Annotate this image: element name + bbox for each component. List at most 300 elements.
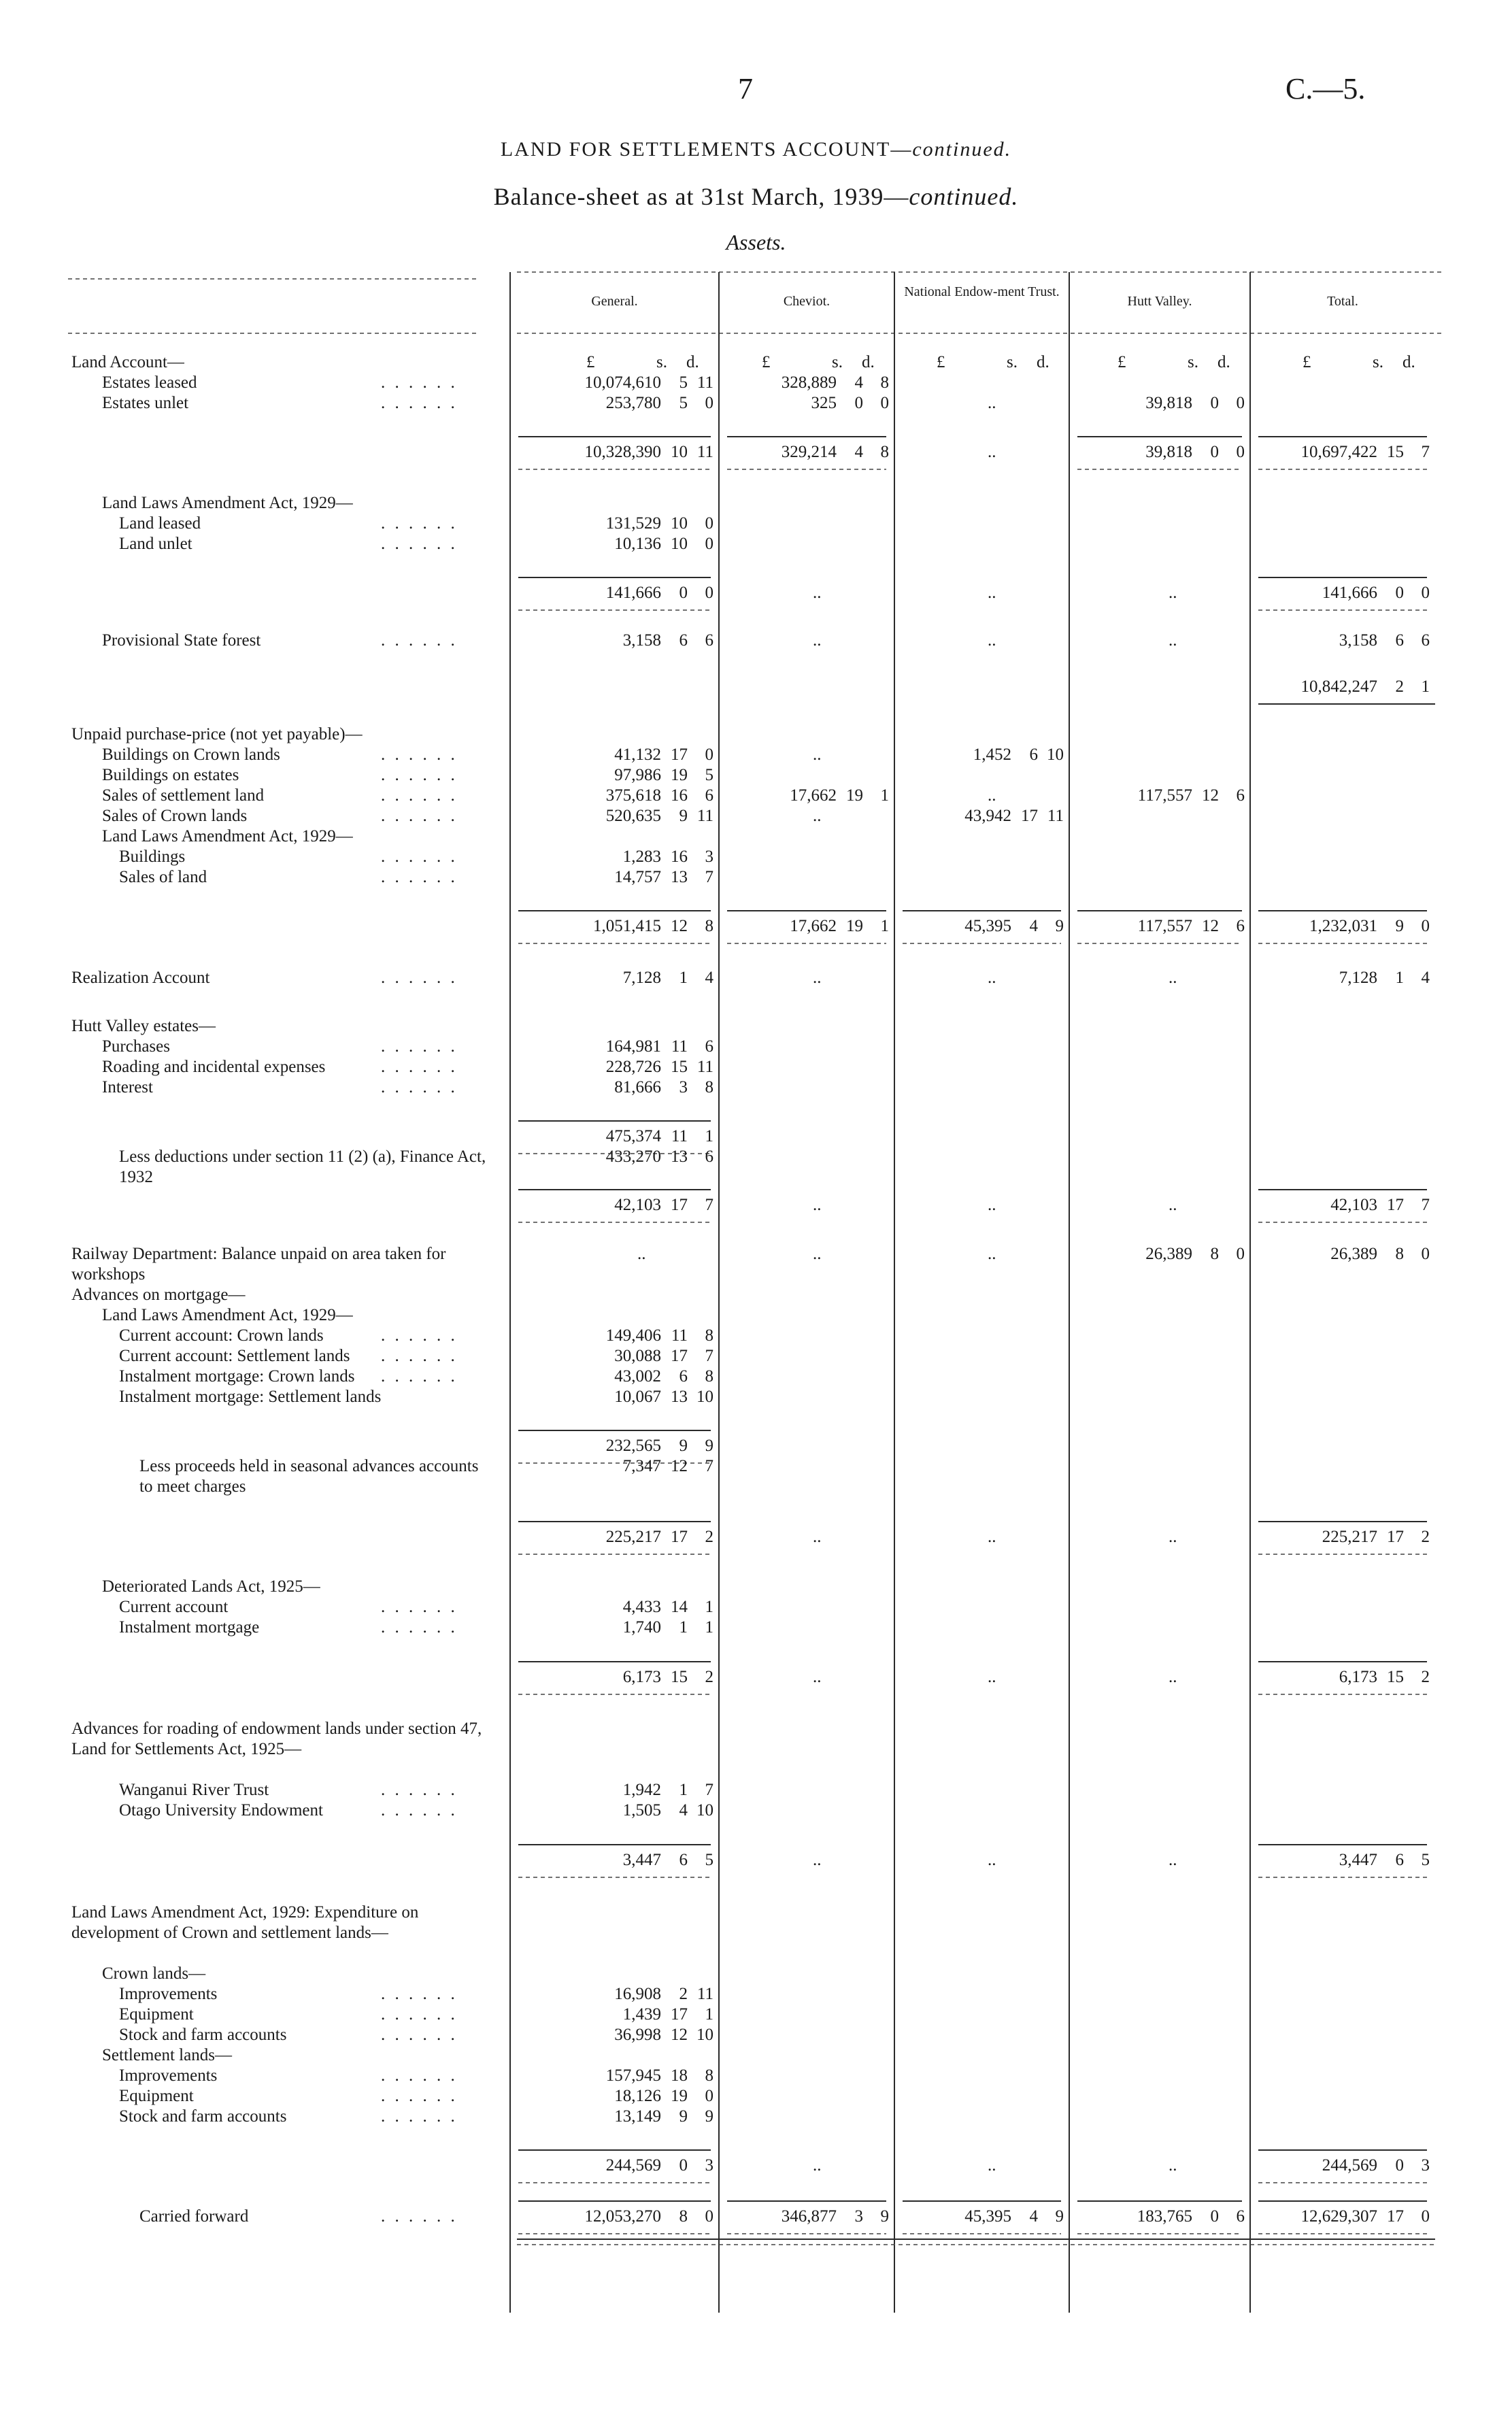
amount-pence: 10 xyxy=(696,1801,713,1820)
row-label: Purchases xyxy=(102,1037,170,1056)
amount-shillings: 0 xyxy=(1210,2207,1219,2226)
leader-dots: . . . . . . xyxy=(381,807,458,825)
amount-pounds: 7,347 xyxy=(622,1457,661,1475)
amount-shillings: 11 xyxy=(671,1326,688,1345)
amount-pounds: 328,889 xyxy=(781,373,837,392)
leader-dots: . . . . . . xyxy=(381,1326,458,1345)
empty-marker: .. xyxy=(988,1245,996,1263)
amount-pounds: 225,217 xyxy=(605,1528,661,1546)
amount-shillings: 12 xyxy=(671,2026,688,2044)
amount-pounds: 157,945 xyxy=(605,2066,661,2085)
amount-pounds: 13,149 xyxy=(614,2107,661,2126)
amount-shillings: 17 xyxy=(671,745,688,764)
row-label: Buildings on estates xyxy=(102,766,239,784)
amount-pounds: 520,635 xyxy=(605,807,661,825)
leader-dots: . . . . . . xyxy=(381,631,458,650)
section-title: Assets. xyxy=(726,230,786,254)
amount-pounds: 232,565 xyxy=(605,1437,661,1455)
empty-marker: .. xyxy=(988,1196,996,1214)
amount-pounds: 183,765 xyxy=(1137,2207,1192,2226)
row-label: Land unlet xyxy=(119,535,192,553)
leader-dots: . . . . . . xyxy=(381,766,458,784)
amount-pence: 7 xyxy=(705,1347,713,1365)
empty-marker: .. xyxy=(1169,1528,1177,1546)
amount-pence: 0 xyxy=(705,535,713,553)
amount-pence: 7 xyxy=(705,1781,713,1799)
leader-dots: . . . . . . xyxy=(381,1037,458,1056)
amount-shillings: 8 xyxy=(1395,1245,1404,1263)
amount-shillings: 0 xyxy=(1395,2156,1404,2175)
amount-pence: 3 xyxy=(705,2156,713,2175)
amount-pence: 1 xyxy=(705,1127,713,1145)
amount-shillings: 13 xyxy=(671,868,688,886)
row-label: Equipment xyxy=(119,2087,194,2105)
amount-shillings: 11 xyxy=(671,1127,688,1145)
leader-dots: . . . . . . xyxy=(381,1985,458,2003)
amount-pounds: 1,232,031 xyxy=(1309,917,1377,935)
amount-shillings: 12 xyxy=(1202,786,1219,805)
row-label: Land Account— xyxy=(71,353,184,371)
amount-pence: 9 xyxy=(1055,917,1064,935)
row-label: Wanganui River Trust xyxy=(119,1781,269,1799)
row-label: Crown lands— xyxy=(102,1964,206,1983)
amount-pence: 6 xyxy=(705,786,713,805)
amount-shillings: 10 xyxy=(671,514,688,533)
amount-pounds: 1,942 xyxy=(622,1781,661,1799)
leader-dots: . . . . . . xyxy=(381,535,458,553)
amount-pence: 0 xyxy=(1421,2207,1430,2226)
amount-pounds: 164,981 xyxy=(605,1037,661,1056)
amount-shillings: 8 xyxy=(679,2207,688,2226)
row-label: Sales of Crown lands xyxy=(102,807,248,825)
amount-pounds: 16,908 xyxy=(614,1985,661,2003)
amount-pence: 1 xyxy=(1421,677,1430,696)
amount-shillings: 8 xyxy=(1210,1245,1219,1263)
amount-pence: 4 xyxy=(705,969,713,987)
amount-shillings: 13 xyxy=(671,1147,688,1166)
amount-pence: 5 xyxy=(705,1851,713,1869)
empty-marker: .. xyxy=(813,745,822,764)
amount-pence: 9 xyxy=(705,1437,713,1455)
row-label: Unpaid purchase-price (not yet payable)— xyxy=(71,725,363,743)
row-label: Roading and incidental expenses xyxy=(102,1058,326,1076)
amount-pence: 11 xyxy=(696,443,713,461)
amount-shillings: 19 xyxy=(671,766,688,784)
amount-pence: 8 xyxy=(880,443,889,461)
amount-pence: 8 xyxy=(880,373,889,392)
amount-shillings: 17 xyxy=(1387,2207,1404,2226)
amount-pounds: 253,780 xyxy=(605,394,661,412)
amount-pounds: 228,726 xyxy=(605,1058,661,1076)
amount-shillings: 2 xyxy=(1395,677,1404,696)
row-label: Land Laws Amendment Act, 1929— xyxy=(102,1306,353,1324)
currency-subheader: d. xyxy=(1402,353,1415,371)
amount-pounds: 3,158 xyxy=(1339,631,1377,650)
row-label: Less deductions under section 11 (2) (a), Finance Act, 1932 xyxy=(119,1147,486,1186)
amount-shillings: 12 xyxy=(1202,917,1219,935)
amount-pounds: 14,757 xyxy=(614,868,661,886)
column-header-total: Total. xyxy=(1327,294,1358,309)
amount-pounds: 225,217 xyxy=(1322,1528,1377,1546)
amount-pounds: 39,818 xyxy=(1145,443,1192,461)
row-label: Equipment xyxy=(119,2005,194,2024)
amount-shillings: 0 xyxy=(679,2156,688,2175)
amount-pounds: 26,389 xyxy=(1330,1245,1377,1263)
leader-dots: . . . . . . xyxy=(381,1598,458,1616)
empty-marker: .. xyxy=(988,969,996,987)
amount-pounds: 26,389 xyxy=(1145,1245,1192,1263)
amount-pence: 2 xyxy=(1421,1528,1430,1546)
amount-shillings: 17 xyxy=(671,1528,688,1546)
amount-pounds: 346,877 xyxy=(781,2207,837,2226)
amount-shillings: 1 xyxy=(679,1781,688,1799)
row-label: Instalment mortgage: Crown lands xyxy=(119,1367,355,1386)
row-label: Hutt Valley estates— xyxy=(71,1017,216,1035)
amount-shillings: 17 xyxy=(671,1347,688,1365)
amount-shillings: 4 xyxy=(1029,917,1038,935)
amount-pence: 1 xyxy=(705,2005,713,2024)
column-header-cheviot: Cheviot. xyxy=(783,294,830,309)
amount-pounds: 375,618 xyxy=(605,786,661,805)
amount-pence: 11 xyxy=(1047,807,1064,825)
amount-shillings: 4 xyxy=(679,1801,688,1820)
row-label: Instalment mortgage xyxy=(119,1618,260,1637)
amount-pounds: 6,173 xyxy=(1339,1668,1377,1686)
amount-pence: 0 xyxy=(1236,443,1245,461)
empty-marker: .. xyxy=(988,443,996,461)
amount-pence: 6 xyxy=(1236,2207,1245,2226)
amount-shillings: 9 xyxy=(1395,917,1404,935)
amount-pounds: 17,662 xyxy=(790,786,837,805)
amount-pence: 9 xyxy=(705,2107,713,2126)
amount-pence: 7 xyxy=(705,868,713,886)
leader-dots: . . . . . . xyxy=(381,1347,458,1365)
empty-marker: .. xyxy=(813,1668,822,1686)
amount-shillings: 1 xyxy=(679,1618,688,1637)
amount-pence: 6 xyxy=(1421,631,1430,650)
amount-pence: 4 xyxy=(1421,969,1430,987)
amount-pence: 6 xyxy=(705,631,713,650)
empty-marker: .. xyxy=(988,786,996,805)
row-label: Estates unlet xyxy=(102,394,189,412)
amount-pounds: 36,998 xyxy=(614,2026,661,2044)
empty-marker: .. xyxy=(813,807,822,825)
empty-marker: .. xyxy=(1169,631,1177,650)
amount-pence: 3 xyxy=(705,848,713,866)
column-header-general: General. xyxy=(591,294,638,309)
empty-marker: .. xyxy=(637,1245,646,1263)
leader-dots: . . . . . . xyxy=(381,2207,458,2226)
amount-shillings: 17 xyxy=(671,1196,688,1214)
empty-marker: .. xyxy=(988,584,996,602)
row-label: Buildings xyxy=(119,848,186,866)
row-label: Railway Department: Balance unpaid on area taken for workshops xyxy=(71,1245,446,1284)
amount-pence: 2 xyxy=(1421,1668,1430,1686)
amount-shillings: 11 xyxy=(671,1037,688,1056)
amount-pounds: 1,439 xyxy=(622,2005,661,2024)
amount-shillings: 9 xyxy=(679,2107,688,2126)
amount-shillings: 4 xyxy=(854,373,863,392)
amount-pence: 0 xyxy=(880,394,889,412)
amount-pounds: 97,986 xyxy=(614,766,661,784)
currency-subheader: s. xyxy=(656,353,667,371)
page-reference: C.—5. xyxy=(1286,72,1366,105)
amount-pence: 0 xyxy=(705,394,713,412)
amount-pounds: 329,214 xyxy=(781,443,837,461)
empty-marker: .. xyxy=(813,1851,822,1869)
amount-pence: 10 xyxy=(696,1388,713,1406)
row-label: Current account xyxy=(119,1598,229,1616)
amount-shillings: 5 xyxy=(679,394,688,412)
amount-pounds: 18,126 xyxy=(614,2087,661,2105)
amount-shillings: 13 xyxy=(671,1388,688,1406)
amount-shillings: 6 xyxy=(1029,745,1038,764)
leader-dots: . . . . . . xyxy=(381,373,458,392)
amount-pounds: 1,505 xyxy=(622,1801,661,1820)
amount-pence: 8 xyxy=(705,1078,713,1096)
amount-pounds: 10,328,390 xyxy=(584,443,661,461)
amount-pence: 11 xyxy=(696,1058,713,1076)
row-label: Buildings on Crown lands xyxy=(102,745,280,764)
amount-pence: 11 xyxy=(696,807,713,825)
leader-dots: . . . . . . xyxy=(381,2005,458,2024)
row-label: Land Laws Amendment Act, 1929— xyxy=(102,827,353,845)
amount-pounds: 45,395 xyxy=(964,2207,1011,2226)
empty-marker: .. xyxy=(1169,1851,1177,1869)
row-label: Interest xyxy=(102,1078,153,1096)
amount-pence: 9 xyxy=(880,2207,889,2226)
amount-pounds: 141,666 xyxy=(605,584,661,602)
amount-shillings: 10 xyxy=(671,535,688,553)
amount-pounds: 325 xyxy=(811,394,837,412)
row-label: Improvements xyxy=(119,1985,218,2003)
leader-dots: . . . . . . xyxy=(381,1781,458,1799)
amount-pence: 5 xyxy=(1421,1851,1430,1869)
amount-pounds: 30,088 xyxy=(614,1347,661,1365)
row-label: Instalment mortgage: Settlement lands xyxy=(119,1388,382,1406)
row-label: Current account: Settlement lands xyxy=(119,1347,350,1365)
leader-dots: . . . . . . xyxy=(381,2087,458,2105)
amount-pounds: 10,136 xyxy=(614,535,661,553)
currency-subheader: s. xyxy=(1188,353,1198,371)
amount-pence: 0 xyxy=(705,584,713,602)
amount-pence: 0 xyxy=(705,2207,713,2226)
amount-shillings: 19 xyxy=(846,786,863,805)
amount-pence: 2 xyxy=(705,1528,713,1546)
amount-shillings: 18 xyxy=(671,2066,688,2085)
amount-pence: 0 xyxy=(705,2087,713,2105)
amount-pence: 1 xyxy=(880,917,889,935)
leader-dots: . . . . . . xyxy=(381,848,458,866)
amount-pounds: 3,447 xyxy=(622,1851,661,1869)
leader-dots: . . . . . . xyxy=(381,1801,458,1820)
amount-pence: 7 xyxy=(705,1457,713,1475)
amount-pounds: 10,067 xyxy=(614,1388,661,1406)
amount-pounds: 39,818 xyxy=(1145,394,1192,412)
empty-marker: .. xyxy=(813,1196,822,1214)
amount-pence: 6 xyxy=(705,1037,713,1056)
amount-pence: 10 xyxy=(1047,745,1064,764)
amount-shillings: 1 xyxy=(1395,969,1404,987)
amount-shillings: 0 xyxy=(1395,584,1404,602)
leader-dots: . . . . . . xyxy=(381,2026,458,2044)
empty-marker: .. xyxy=(988,1668,996,1686)
amount-pounds: 1,452 xyxy=(973,745,1011,764)
amount-shillings: 2 xyxy=(679,1985,688,2003)
amount-shillings: 10 xyxy=(671,443,688,461)
amount-pounds: 149,406 xyxy=(605,1326,661,1345)
amount-shillings: 15 xyxy=(1387,1668,1404,1686)
amount-shillings: 15 xyxy=(671,1058,688,1076)
amount-pounds: 475,374 xyxy=(605,1127,661,1145)
currency-subheader: s. xyxy=(832,353,843,371)
column-header-nat: National Endow-ment Trust. xyxy=(904,284,1060,299)
amount-shillings: 15 xyxy=(671,1668,688,1686)
currency-subheader: s. xyxy=(1007,353,1018,371)
amount-shillings: 12 xyxy=(671,1457,688,1475)
amount-shillings: 0 xyxy=(854,394,863,412)
amount-shillings: 3 xyxy=(854,2207,863,2226)
row-label: Advances on mortgage— xyxy=(71,1286,246,1304)
currency-subheader: £ xyxy=(1118,353,1126,371)
row-label: Stock and farm accounts xyxy=(119,2026,287,2044)
leader-dots: . . . . . . xyxy=(381,969,458,987)
amount-pounds: 244,569 xyxy=(605,2156,661,2175)
row-label: Less proceeds held in seasonal advances accounts to meet charges xyxy=(139,1457,479,1496)
amount-pence: 5 xyxy=(705,766,713,784)
amount-pounds: 10,697,422 xyxy=(1300,443,1377,461)
row-label: Stock and farm accounts xyxy=(119,2107,287,2126)
amount-shillings: 9 xyxy=(679,807,688,825)
row-label: Estates leased xyxy=(102,373,197,392)
currency-subheader: £ xyxy=(586,353,595,371)
amount-pence: 10 xyxy=(696,2026,713,2044)
account-title: LAND FOR SETTLEMENTS ACCOUNT—continued. xyxy=(500,138,1012,161)
amount-shillings: 6 xyxy=(679,631,688,650)
amount-pounds: 117,557 xyxy=(1137,786,1192,805)
amount-pounds: 6,173 xyxy=(622,1668,661,1686)
amount-pounds: 4,433 xyxy=(622,1598,661,1616)
amount-shillings: 19 xyxy=(846,917,863,935)
amount-pounds: 1,283 xyxy=(622,848,661,866)
empty-marker: .. xyxy=(988,1528,996,1546)
empty-marker: .. xyxy=(1169,969,1177,987)
amount-pence: 2 xyxy=(705,1668,713,1686)
empty-marker: .. xyxy=(1169,1196,1177,1214)
leader-dots: . . . . . . xyxy=(381,1078,458,1096)
leader-dots: . . . . . . xyxy=(381,1367,458,1386)
amount-pence: 1 xyxy=(880,786,889,805)
amount-pence: 3 xyxy=(1421,2156,1430,2175)
amount-pounds: 131,529 xyxy=(605,514,661,533)
amount-pence: 0 xyxy=(705,514,713,533)
amount-pounds: 42,103 xyxy=(614,1196,661,1214)
empty-marker: .. xyxy=(1169,584,1177,602)
leader-dots: . . . . . . xyxy=(381,514,458,533)
leader-dots: . . . . . . xyxy=(381,394,458,412)
row-label: Land Laws Amendment Act, 1929— xyxy=(102,494,353,512)
currency-subheader: £ xyxy=(1303,353,1311,371)
amount-pounds: 12,629,307 xyxy=(1300,2207,1377,2226)
empty-marker: .. xyxy=(1169,2156,1177,2175)
amount-pounds: 10,074,610 xyxy=(584,373,661,392)
amount-pence: 8 xyxy=(705,1367,713,1386)
amount-shillings: 17 xyxy=(1021,807,1038,825)
row-label: Carried forward xyxy=(139,2207,249,2226)
amount-shillings: 0 xyxy=(1210,394,1219,412)
amount-shillings: 16 xyxy=(671,848,688,866)
amount-pounds: 117,557 xyxy=(1137,917,1192,935)
currency-subheader: s. xyxy=(1373,353,1383,371)
amount-pence: 8 xyxy=(705,2066,713,2085)
amount-pence: 9 xyxy=(1055,2207,1064,2226)
amount-shillings: 4 xyxy=(1029,2207,1038,2226)
row-label: Deteriorated Lands Act, 1925— xyxy=(102,1577,320,1596)
column-header-hutt: Hutt Valley. xyxy=(1127,294,1192,309)
amount-shillings: 17 xyxy=(1387,1528,1404,1546)
leader-dots: . . . . . . xyxy=(381,786,458,805)
amount-pounds: 1,051,415 xyxy=(593,917,661,935)
empty-marker: .. xyxy=(988,2156,996,2175)
leader-dots: . . . . . . xyxy=(381,1058,458,1076)
currency-subheader: d. xyxy=(1037,353,1049,371)
amount-pounds: 17,662 xyxy=(790,917,837,935)
amount-pence: 11 xyxy=(696,373,713,392)
amount-shillings: 16 xyxy=(671,786,688,805)
amount-pounds: 244,569 xyxy=(1322,2156,1377,2175)
amount-shillings: 6 xyxy=(1395,1851,1404,1869)
row-label: Settlement lands— xyxy=(102,2046,232,2064)
empty-marker: .. xyxy=(813,2156,822,2175)
empty-marker: .. xyxy=(813,969,822,987)
currency-subheader: £ xyxy=(762,353,771,371)
currency-subheader: d. xyxy=(686,353,699,371)
row-label: Provisional State forest xyxy=(102,631,261,650)
amount-shillings: 6 xyxy=(679,1367,688,1386)
amount-pounds: 43,942 xyxy=(964,807,1011,825)
amount-pence: 6 xyxy=(1236,917,1245,935)
row-label: Land leased xyxy=(119,514,201,533)
amount-pence: 0 xyxy=(1236,1245,1245,1263)
amount-pence: 0 xyxy=(1421,584,1430,602)
amount-pounds: 43,002 xyxy=(614,1367,661,1386)
row-label: Realization Account xyxy=(71,969,210,987)
amount-shillings: 3 xyxy=(679,1078,688,1096)
amount-pounds: 1,740 xyxy=(622,1618,661,1637)
amount-pounds: 81,666 xyxy=(614,1078,661,1096)
amount-pounds: 10,842,247 xyxy=(1300,677,1377,696)
amount-shillings: 19 xyxy=(671,2087,688,2105)
amount-shillings: 1 xyxy=(679,969,688,987)
empty-marker: .. xyxy=(813,1245,822,1263)
amount-pounds: 12,053,270 xyxy=(584,2207,661,2226)
amount-pence: 8 xyxy=(705,1326,713,1345)
row-label: Land Laws Amendment Act, 1929: Expenditure on development of Crown and settlement lands— xyxy=(71,1903,419,1942)
amount-pence: 1 xyxy=(705,1598,713,1616)
amount-shillings: 17 xyxy=(671,2005,688,2024)
amount-shillings: 0 xyxy=(679,584,688,602)
row-label: Sales of land xyxy=(119,868,207,886)
balance-sheet-title: Balance-sheet as at 31st March, 1939—continued. xyxy=(493,183,1019,210)
amount-shillings: 0 xyxy=(1210,443,1219,461)
amount-shillings: 15 xyxy=(1387,443,1404,461)
amount-shillings: 6 xyxy=(1395,631,1404,650)
page-number: 7 xyxy=(738,72,753,105)
amount-pounds: 7,128 xyxy=(622,969,661,987)
amount-pounds: 45,395 xyxy=(964,917,1011,935)
leader-dots: . . . . . . xyxy=(381,1618,458,1637)
amount-pence: 6 xyxy=(705,1147,713,1166)
